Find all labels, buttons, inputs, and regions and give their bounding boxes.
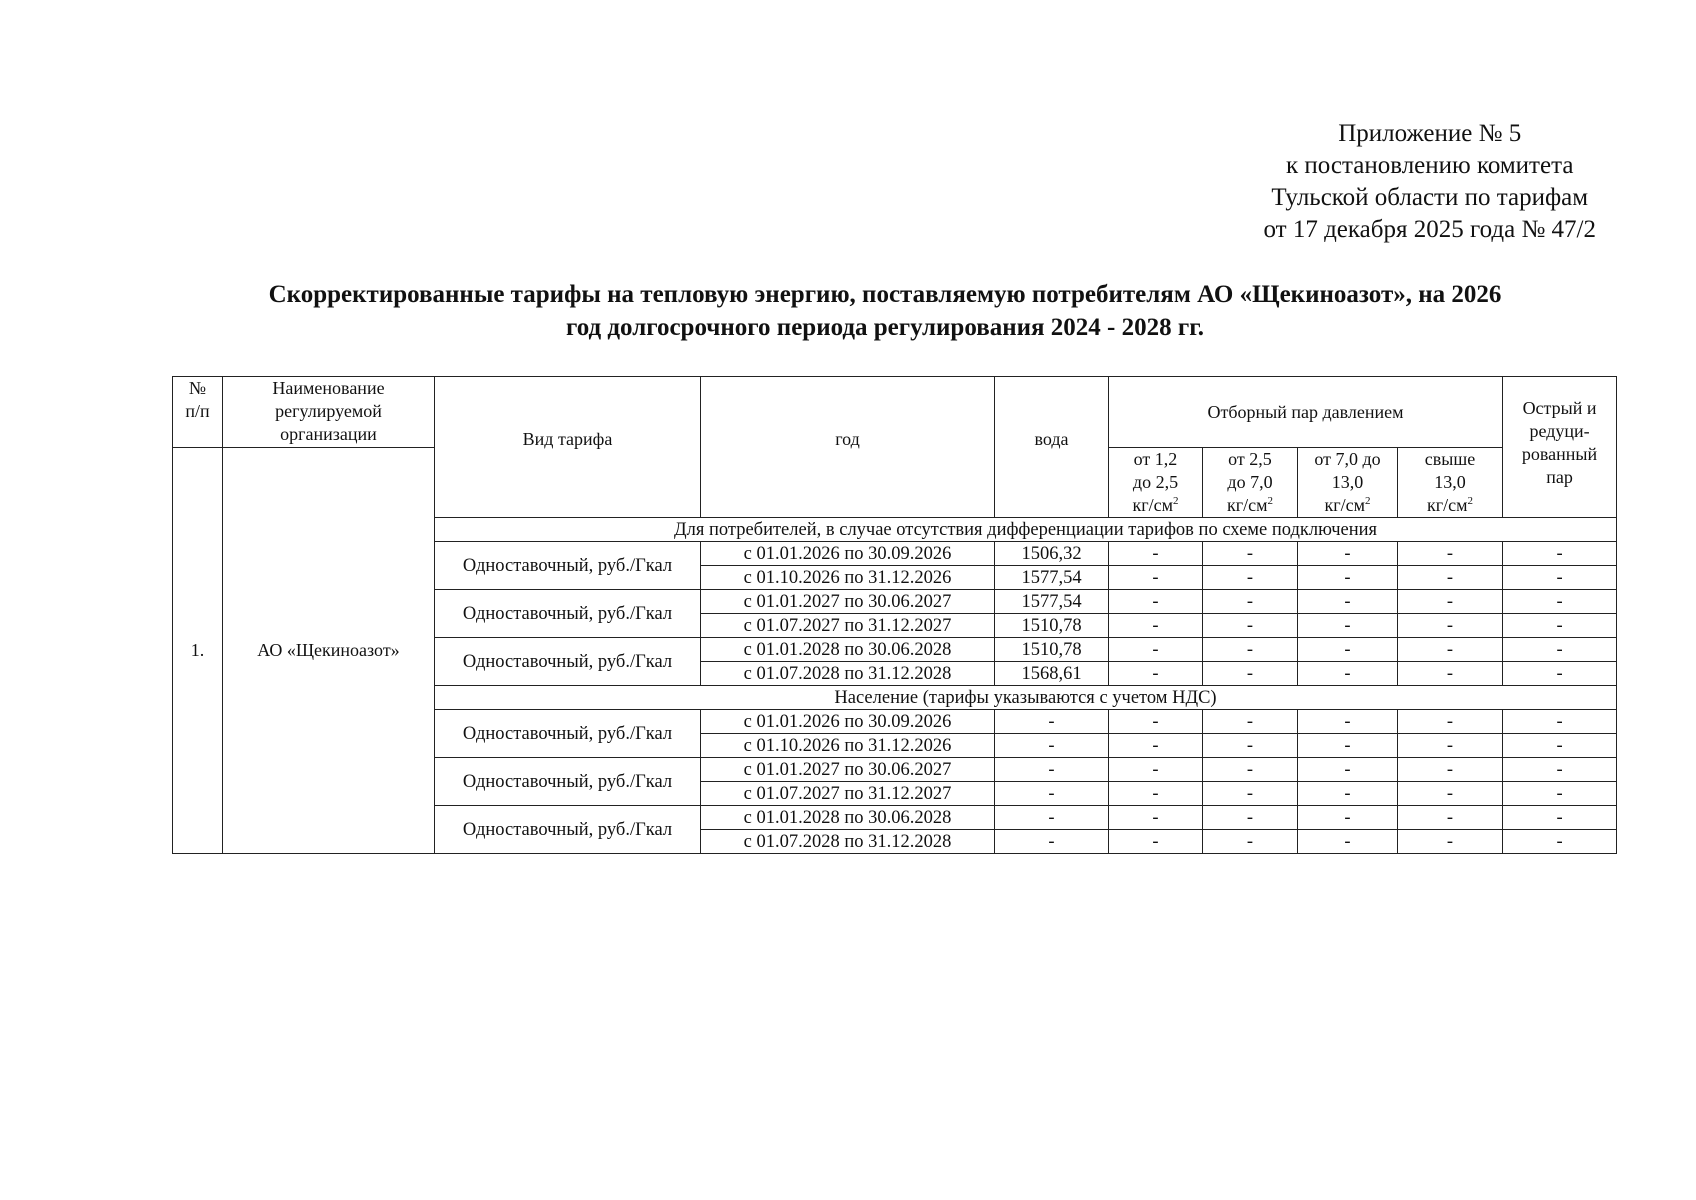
organization-name: АО «Щекиноазот»	[223, 448, 435, 854]
header-pressure-1-line-1: от 1,2	[1133, 449, 1178, 469]
empty-value-cell: -	[1503, 782, 1617, 806]
period-cell: с 01.10.2026 по 31.12.2026	[701, 734, 995, 758]
period-cell: с 01.07.2027 по 31.12.2027	[701, 614, 995, 638]
period-cell: с 01.01.2026 по 30.09.2026	[701, 542, 995, 566]
empty-value-cell: -	[1109, 710, 1203, 734]
header-org-line-2: регулируемой	[275, 401, 382, 421]
water-cell: 1510,78	[995, 638, 1109, 662]
period-cell: с 01.01.2027 по 30.06.2027	[701, 590, 995, 614]
period-cell: с 01.01.2027 по 30.06.2027	[701, 758, 995, 782]
empty-value-cell: -	[1298, 638, 1398, 662]
water-cell: -	[995, 758, 1109, 782]
period-cell: с 01.07.2027 по 31.12.2027	[701, 782, 995, 806]
empty-value-cell: -	[1109, 614, 1203, 638]
empty-value-cell: -	[1503, 590, 1617, 614]
header-num-line-1: №	[188, 378, 207, 398]
header-pressure-4-line-2: 13,0	[1434, 472, 1466, 492]
empty-value-cell: -	[1298, 590, 1398, 614]
water-cell: -	[995, 734, 1109, 758]
period-cell: с 01.01.2028 по 30.06.2028	[701, 806, 995, 830]
header-pressure-3	[1298, 448, 1398, 518]
empty-value-cell: -	[1398, 830, 1503, 854]
empty-value-cell: -	[1109, 806, 1203, 830]
empty-value-cell: -	[1503, 758, 1617, 782]
header-sharp-line-3: рованный	[1521, 444, 1598, 464]
empty-value-cell: -	[1109, 542, 1203, 566]
header-pressure-2-line-1: от 2,5	[1228, 449, 1272, 469]
header-pressure-1-line-2: до 2,5	[1132, 472, 1179, 492]
empty-value-cell: -	[1109, 662, 1203, 686]
header-pressure-2-line-2: до 7,0	[1227, 472, 1273, 492]
empty-value-cell: -	[1503, 806, 1617, 830]
empty-value-cell: -	[1203, 734, 1298, 758]
tariff-type-cell: Одноставочный, руб./Гкал	[435, 638, 701, 686]
empty-value-cell: -	[1398, 542, 1503, 566]
document-title	[160, 278, 1610, 344]
header-pressure-1	[1109, 448, 1203, 518]
empty-value-cell: -	[1298, 566, 1398, 590]
header-pressure-4	[1398, 448, 1503, 518]
empty-value-cell: -	[1203, 758, 1298, 782]
header-pressure-3-line-2: 13,0	[1331, 472, 1364, 492]
unit-superscript: 2	[1173, 495, 1179, 507]
tariff-type-cell: Одноставочный, руб./Гкал	[435, 542, 701, 590]
section-row-consumers-label: Для потребителей, в случае отсутствия дифференциации тарифов по схеме подключения	[435, 518, 1617, 542]
empty-value-cell: -	[1203, 830, 1298, 854]
header-steam-group: Отборный пар давлением	[1109, 377, 1503, 448]
header-pressure-2	[1203, 448, 1298, 518]
empty-value-cell: -	[1298, 830, 1398, 854]
empty-value-cell: -	[1109, 638, 1203, 662]
empty-value-cell: -	[1203, 638, 1298, 662]
title-line-2: год долгосрочного периода регулирования 2024 - 2028 гг.	[565, 314, 1205, 341]
water-cell: 1510,78	[995, 614, 1109, 638]
unit-text: кг/см	[1324, 495, 1365, 515]
empty-value-cell: -	[1109, 590, 1203, 614]
empty-value-cell: -	[1503, 830, 1617, 854]
annex-line-3: Тульской области по тарифам	[1271, 184, 1589, 211]
water-cell: 1577,54	[995, 566, 1109, 590]
water-cell: 1577,54	[995, 590, 1109, 614]
empty-value-cell: -	[1398, 638, 1503, 662]
header-year: год	[701, 377, 995, 518]
empty-value-cell: -	[1203, 782, 1298, 806]
annex-block	[1263, 118, 1596, 246]
empty-value-cell: -	[1398, 614, 1503, 638]
tariff-type-cell: Одноставочный, руб./Гкал	[435, 806, 701, 854]
empty-value-cell: -	[1398, 566, 1503, 590]
empty-value-cell: -	[1298, 710, 1398, 734]
title-line-1: Скорректированные тарифы на тепловую энергию, поставляемую потребителям АО «Щекиноазот», на 2026	[268, 281, 1502, 308]
annex-line-2: к постановлению комитета	[1286, 152, 1574, 179]
empty-value-cell: -	[1398, 710, 1503, 734]
empty-value-cell: -	[1109, 782, 1203, 806]
header-pressure-4-line-1: свыше	[1424, 449, 1476, 469]
empty-value-cell: -	[1503, 566, 1617, 590]
empty-value-cell: -	[1203, 806, 1298, 830]
header-sharp-steam	[1503, 377, 1617, 518]
empty-value-cell: -	[1109, 830, 1203, 854]
water-cell: 1568,61	[995, 662, 1109, 686]
header-org-line-3: организации	[280, 424, 377, 444]
empty-value-cell: -	[1203, 662, 1298, 686]
empty-value-cell: -	[1503, 638, 1617, 662]
period-cell: с 01.07.2028 по 31.12.2028	[701, 830, 995, 854]
empty-value-cell: -	[1203, 590, 1298, 614]
header-num-line-2: п/п	[185, 401, 210, 421]
empty-value-cell: -	[1398, 734, 1503, 758]
water-cell: -	[995, 806, 1109, 830]
tariff-type-cell: Одноставочный, руб./Гкал	[435, 710, 701, 758]
empty-value-cell: -	[1109, 566, 1203, 590]
empty-value-cell: -	[1503, 542, 1617, 566]
header-tariff-type: Вид тарифа	[435, 377, 701, 518]
section-row-population-label: Население (тарифы указываются с учетом НДС)	[435, 686, 1617, 710]
empty-value-cell: -	[1298, 758, 1398, 782]
empty-value-cell: -	[1298, 542, 1398, 566]
tariff-type-cell: Одноставочный, руб./Гкал	[435, 758, 701, 806]
empty-value-cell: -	[1398, 662, 1503, 686]
empty-value-cell: -	[1398, 806, 1503, 830]
period-cell: с 01.01.2028 по 30.06.2028	[701, 638, 995, 662]
unit-text: кг/см	[1226, 495, 1268, 515]
empty-value-cell: -	[1398, 590, 1503, 614]
empty-value-cell: -	[1503, 662, 1617, 686]
header-pressure-3-unit	[1300, 494, 1395, 517]
water-cell: -	[995, 830, 1109, 854]
header-pressure-2-unit	[1205, 494, 1295, 517]
unit-superscript: 2	[1467, 495, 1474, 507]
header-org-line-1: Наименование	[272, 378, 385, 398]
water-cell: 1506,32	[995, 542, 1109, 566]
empty-value-cell: -	[1298, 662, 1398, 686]
empty-value-cell: -	[1203, 542, 1298, 566]
header-org	[223, 377, 435, 448]
annex-line-1: Приложение № 5	[1338, 120, 1522, 147]
empty-value-cell: -	[1398, 782, 1503, 806]
empty-value-cell: -	[1109, 734, 1203, 758]
empty-value-cell: -	[1503, 734, 1617, 758]
row-number: 1.	[173, 448, 223, 854]
header-pressure-4-unit	[1400, 494, 1500, 517]
annex-line-4: от 17 декабря 2025 года № 47/2	[1263, 216, 1596, 243]
header-num	[173, 377, 223, 448]
empty-value-cell: -	[1203, 614, 1298, 638]
header-row-1	[173, 377, 1617, 448]
period-cell: с 01.01.2026 по 30.09.2026	[701, 710, 995, 734]
empty-value-cell: -	[1298, 734, 1398, 758]
water-cell: -	[995, 782, 1109, 806]
unit-superscript: 2	[1267, 495, 1273, 507]
empty-value-cell: -	[1109, 758, 1203, 782]
tariff-table	[172, 376, 1617, 854]
empty-value-cell: -	[1298, 782, 1398, 806]
empty-value-cell: -	[1203, 566, 1298, 590]
header-water: вода	[995, 377, 1109, 518]
empty-value-cell: -	[1503, 614, 1617, 638]
header-sharp-line-4: пар	[1546, 467, 1573, 487]
period-cell: с 01.07.2028 по 31.12.2028	[701, 662, 995, 686]
unit-text: кг/см	[1427, 495, 1468, 515]
header-sharp-line-1: Острый и	[1522, 398, 1597, 418]
header-pressure-1-unit	[1111, 494, 1200, 517]
empty-value-cell: -	[1298, 806, 1398, 830]
header-sharp-line-2: редуци-	[1529, 421, 1590, 441]
header-pressure-3-line-1: от 7,0 до	[1314, 449, 1381, 469]
empty-value-cell: -	[1503, 710, 1617, 734]
unit-superscript: 2	[1365, 495, 1371, 507]
water-cell: -	[995, 710, 1109, 734]
period-cell: с 01.10.2026 по 31.12.2026	[701, 566, 995, 590]
empty-value-cell: -	[1398, 758, 1503, 782]
empty-value-cell: -	[1298, 614, 1398, 638]
empty-value-cell: -	[1203, 710, 1298, 734]
tariff-type-cell: Одноставочный, руб./Гкал	[435, 590, 701, 638]
unit-text: кг/см	[1132, 495, 1173, 515]
